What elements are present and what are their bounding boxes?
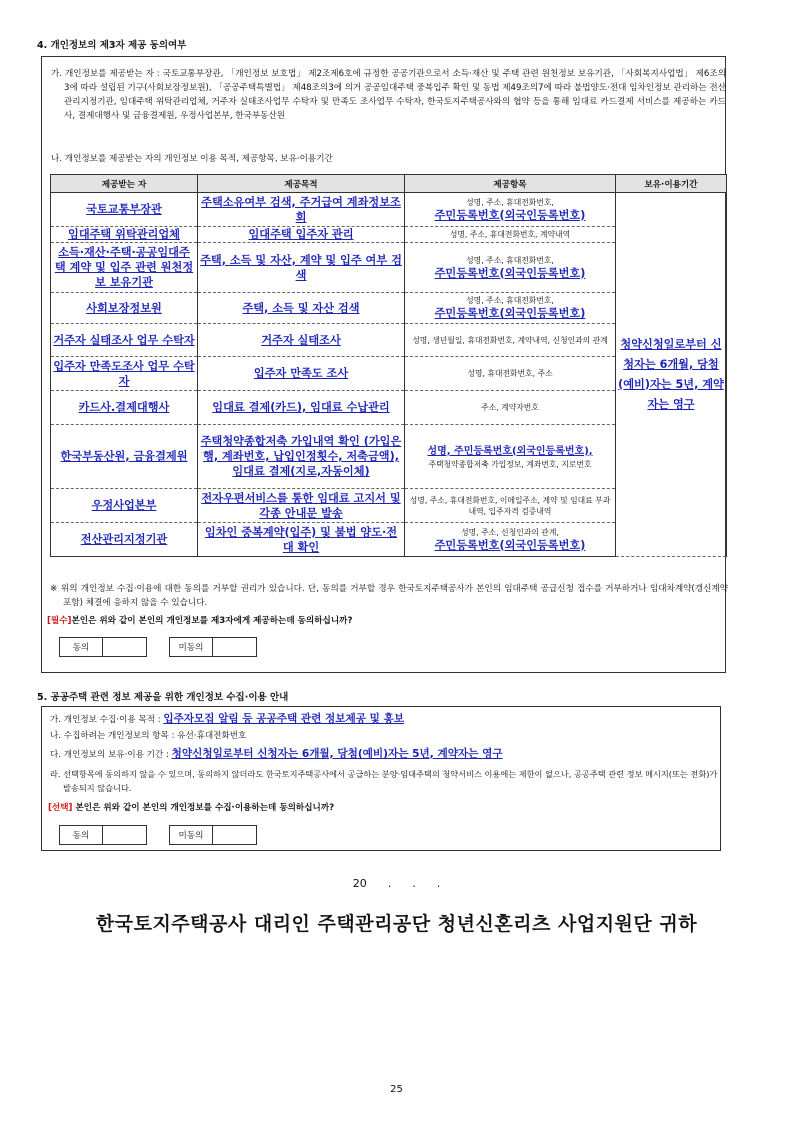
items-main: 주민등록번호(외국인등록번호) [434,538,586,552]
row-recipient: 거주자 실태조사 업무 수탁자 [51,324,198,357]
section4-agree-group [59,637,147,657]
page-number: 25 [390,1084,403,1095]
row-items: 성명, 주소, 휴대전화번호, 이메일주소, 계약 및 임대료 부과내역, 입주자격 검증내역 [405,489,616,523]
header-retention: 보유·이용기간 [616,175,727,193]
row-purpose: 주택, 소득 및 자산 검색 [198,293,405,324]
section4-disagree-group [169,637,257,657]
agree-checkbox[interactable] [103,825,147,845]
items-top: 성명, 주소, 신청인과의 관계, [461,527,559,537]
header-purpose: 제공목적 [198,175,405,193]
disagree-label: 미동의 [169,637,213,657]
row-recipient: 카드사.결제대행사 [51,391,198,425]
row-purpose: 입주자 만족도 조사 [198,357,405,391]
section5-ra: 라. 선택항목에 동의하지 않을 수 있으며, 동의하지 않더라도 한국토지주택공사에서 공급하는 분양·임대주택의 청약서비스 이용에는 제한이 없으나, 공공주택 관련 정보 메시지(또는 전화)가 발송되지 않습니다. [50,769,718,793]
section4-title: 4. 개인정보의 제3자 제공 동의여부 [37,40,187,51]
section5-agree-group [59,825,147,845]
disagree-checkbox[interactable] [213,637,257,657]
header-items: 제공항목 [405,175,616,193]
section5-title: 5. 공공주택 관련 정보 제공을 위한 개인정보 수집·이용 안내 [37,692,289,703]
items-top: 성명, 주소, 휴대전화번호, [466,296,554,305]
row-purpose: 임대주택 입주자 관리 [198,227,405,243]
agree-label: 동의 [59,637,103,657]
agree-checkbox[interactable] [103,637,147,657]
date-line: 20 . . . [352,877,441,890]
retention-period: 청약신청일로부터 신청자는 6개월, 당첨(예비)자는 5년, 계약자는 영구 [616,193,727,557]
row-purpose: 거주자 실태조사 [198,324,405,357]
row-items: 성명, 휴대전화번호, 주소 [405,357,616,391]
section5-da-label: 다. 개인정보의 보유·이용 기간 : [50,750,172,760]
row-items [405,425,616,489]
row-purpose: 주택청약종합저축 가입내역 확인 (가입은행, 계좌번호, 납입인정횟수, 저축금액), 임대료 결제(지로,자동이체) [198,425,405,489]
disagree-checkbox[interactable] [213,825,257,845]
row-items: 성명, 생년월일, 휴대전화번호, 계약내역, 신청인과의 관계 [405,324,616,357]
row-purpose: 임차인 중복계약(입주) 및 불법 양도·전대 확인 [198,523,405,557]
row-items: 주소, 계약자번호 [405,391,616,425]
row-recipient: 국토교통부장관 [51,193,198,227]
row-items [405,243,616,293]
section4-note: ※ 위의 개인정보 수집·이용에 대한 동의를 거부할 권리가 있습니다. 단, 동의를 거부할 경우 한국토지주택공사가 본인의 임대주택 공급신청 접수를 거부하거나 임대차계약(갱신계약 포함) 체결에 응하지 않을 수 있습니다. [50,584,728,608]
section5-ga [50,712,404,727]
row-purpose: 주택, 소득 및 자산, 계약 및 입주 여부 검색 [198,243,405,293]
items-top: 성명, 주민등록번호(외국인등록번호), [427,445,593,457]
section5-da [50,747,503,762]
section5-ga-value: 입주자모집 알림 등 공공주택 관련 정보제공 및 홍보 [163,713,405,725]
row-recipient: 전산관리지정기관 [51,523,198,557]
items-main: 주민등록번호(외국인등록번호) [434,208,586,222]
items-top: 성명, 주소, 휴대전화번호, [466,197,554,207]
section4-na: 나. 개인정보를 제공받는 자의 개인정보 이용 목적, 제공항목, 보유·이용기간 [51,154,333,164]
required-tag: [필수] [47,616,72,626]
section4-question: 본인은 위와 같이 본인의 개인정보를 제3자에게 제공하는데 동의하십니까? [71,616,353,626]
row-purpose: 전자우편서비스를 통한 임대료 고지서 및 각종 안내문 발송 [198,489,405,523]
row-recipient: 사회보장정보원 [51,293,198,324]
provision-table [50,174,727,557]
items-main: 주민등록번호(외국인등록번호) [434,307,586,320]
items-main: 주택청약종합저축 가입정보, 계좌번호, 지로번호 [428,459,592,469]
row-recipient: 입주자 만족도조사 업무 수탁자 [51,357,198,391]
row-items [405,523,616,557]
section5-da-value: 청약신청일로부터 신청자는 6개월, 당첨(예비)자는 5년, 계약자는 영구 [171,748,503,760]
row-recipient: 임대주택 위탁관리업체 [51,227,198,243]
section4-question-line [47,614,352,628]
row-recipient: 소득·재산·주택·공공임대주택 계약 및 입주 관련 원천정보 보유기관 [51,243,198,293]
row-recipient: 우정사업본부 [51,489,198,523]
section4-ga: 가. 개인정보를 제공받는 자 : 국토교통부장관, 「개인정보 보호법」 제2조제6호에 규정한 공공기관으로서 소득·재산 및 주택 관련 원천정보 보유기관, 「사회복지사업법」 제6조의3에 따라 설립된 기구(사회보장정보원), 「공공주택특별법」 제48조의3에 의거 공공임대주택 중복입주 확인 및 동법 제49조의7에 따라 불법양도·전대 임차인정보 관리하는 전산관리지정기관, 임대주택 위탁관리업체, 거주자 실태조사업무 수탁자 및 만족도 조사업무 수탁자, 한국토지주택공사와의 협약 등을 통해 임대료 카드결제 서비스를 제공하는 카드사, 결제대행사 및 금융결제원, 우정사업본부, 한국부동산원 [51,69,726,121]
table-row [51,193,727,227]
section5-question-line [48,801,334,815]
section5-question: 본인은 위와 같이 본인의 개인정보를 수집·이용하는데 동의하십니까? [75,803,335,813]
agree-label: 동의 [59,825,103,845]
disagree-label: 미동의 [169,825,213,845]
header-recipient: 제공받는 자 [51,175,198,193]
row-items: 성명, 주소, 휴대전화번호, 계약내역 [405,227,616,243]
section5-disagree-group [169,825,257,845]
row-recipient: 한국부동산원, 금융결제원 [51,425,198,489]
row-items [405,193,616,227]
items-main: 주민등록번호(외국인등록번호) [434,266,586,280]
optional-tag: [선택] [48,803,73,813]
items-top: 성명, 주소, 휴대전화번호, [466,255,554,265]
table-header-row [51,175,727,193]
row-purpose: 주택소유여부 검색, 주거급여 계좌정보조회 [198,193,405,227]
recipient-title: 한국토지주택공사 대리인 주택관리공단 청년신혼리츠 사업지원단 귀하 [95,913,698,935]
section5-na: 나. 수집하려는 개인정보의 항목 : 유선·휴대전화번호 [50,731,247,741]
row-purpose: 임대료 결제(카드), 임대료 수납관리 [198,391,405,425]
section5-ga-label: 가. 개인정보 수집·이용 목적 : [50,715,164,725]
row-items [405,293,616,324]
